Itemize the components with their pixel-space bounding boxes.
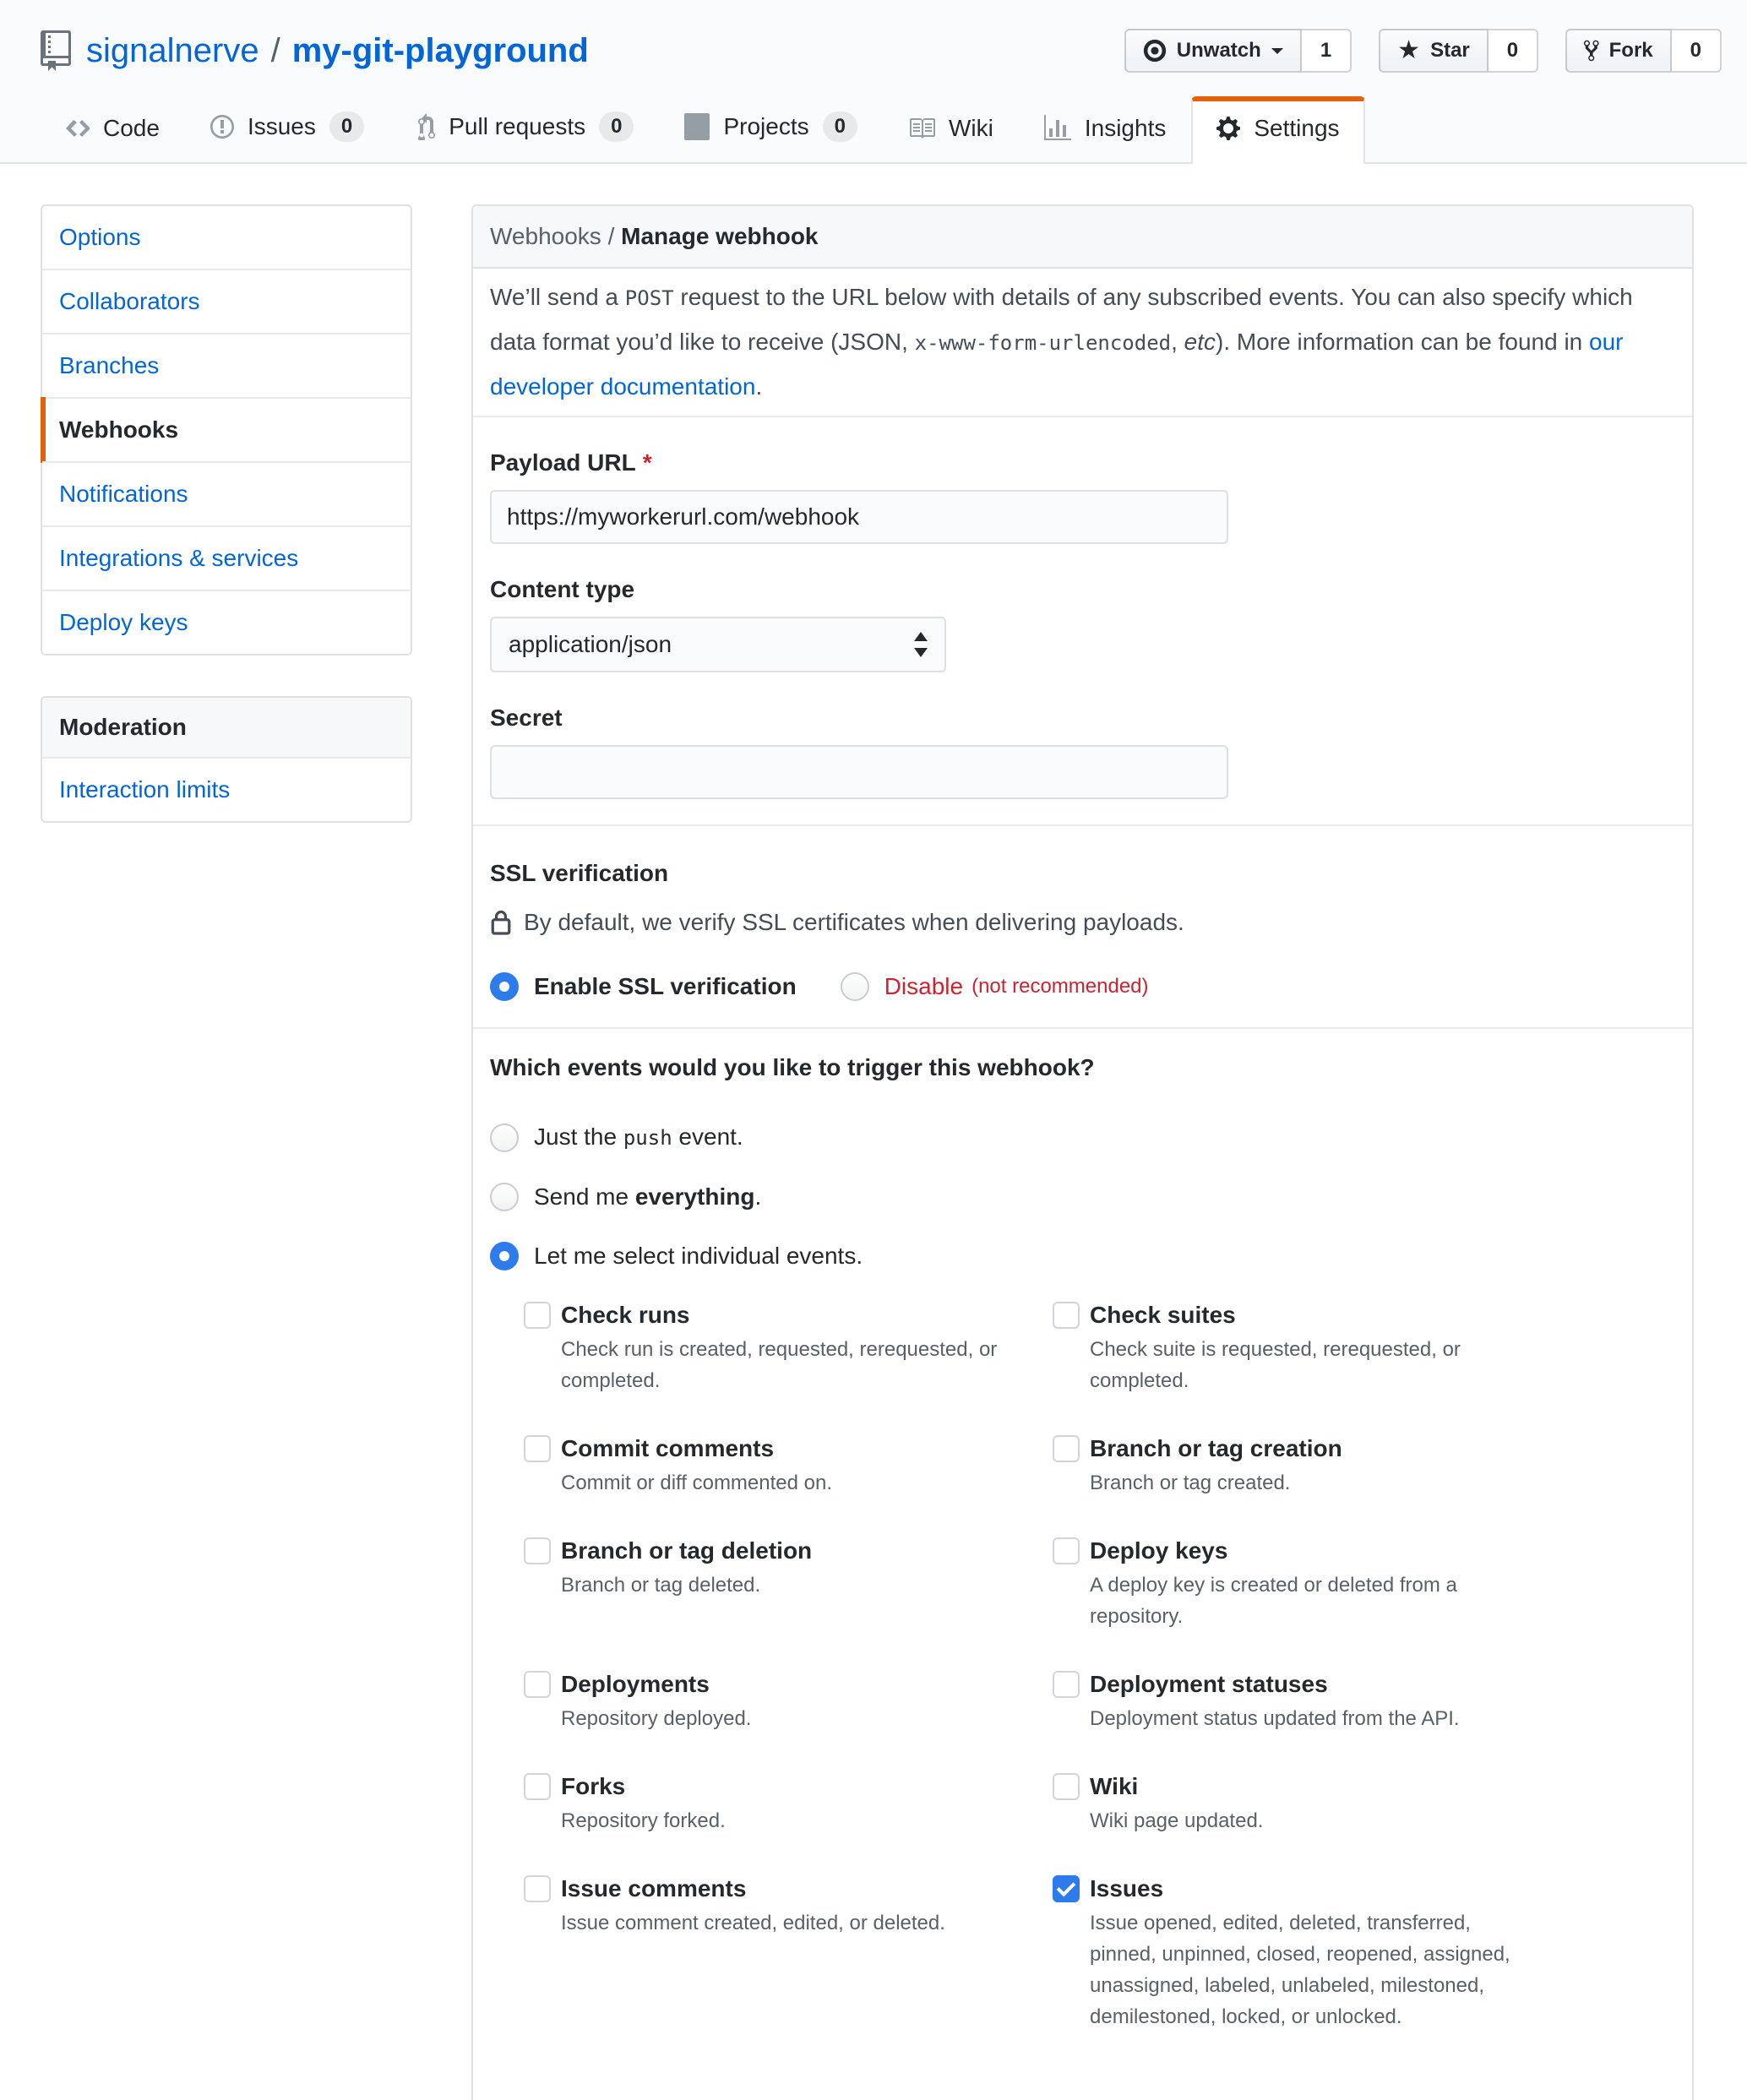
event-option-2[interactable] [490,1178,1675,1216]
caret-down-icon [1271,48,1283,60]
event-checkbox-deployment-statuses[interactable] [1053,1666,1543,1734]
disable-ssl-label: Disable [884,973,964,999]
ssl-note: By default, we verify SSL certificates when delivering payloads. [490,906,1675,939]
payload-url-input[interactable] [490,490,1228,544]
tab-counter[interactable]: 0 [329,112,364,142]
checkbox-unchecked-icon [1053,1773,1080,1800]
repo-actions [1124,29,1722,73]
enable-ssl-label: Enable SSL verification [534,973,797,999]
events-heading: Which events would you like to trigger this webhook? [490,1054,1095,1080]
urlencoded-code: x-www-form-urlencoded [914,331,1172,355]
event-title: Branch or tag creation [1090,1435,1342,1461]
event-description: Commit or diff commented on. [561,1472,833,1494]
sidebar-item-integrations-services[interactable]: Integrations & services [42,525,411,590]
event-option-1[interactable] [490,1118,1675,1156]
event-description: Check suite is requested, rerequested, or completed. [1090,1338,1461,1392]
event-checkbox-forks[interactable] [524,1768,1014,1836]
tab-issues[interactable] [185,91,389,162]
event-title: Commit comments [561,1435,775,1461]
issue-icon [210,113,234,140]
radio-unselected-icon [490,1123,519,1152]
tab-label: Issues [247,113,316,139]
tab-counter[interactable]: 0 [823,112,857,142]
ssl-heading: SSL verification [490,860,669,886]
fork-count[interactable]: 0 [1672,29,1722,73]
intro-text: We’ll send a POST request to the URL below with details of any subscribed events. You can also specify which data format you’d like to receive (JSON, x-www-form-urlencoded, etc). More information can be found in our developer documentation. [490,284,1633,400]
breadcrumb-webhooks-link[interactable]: Webhooks [490,223,601,249]
unwatch-button[interactable] [1124,29,1302,73]
event-checkbox-check-runs[interactable] [524,1297,1014,1396]
event-option-3[interactable] [490,1238,1675,1275]
tab-label: Insights [1084,115,1167,141]
unwatch-label: Unwatch [1176,39,1261,62]
repo-nav [0,91,1747,164]
checkbox-checked-icon [1053,1875,1080,1902]
sidebar-item-branches[interactable]: Branches [42,333,411,397]
event-description: Repository forked. [561,1809,726,1832]
events-section [473,1029,1692,2100]
event-title: Deployment statuses [1090,1671,1328,1697]
event-description: Deployment status updated from the API. [1090,1707,1460,1730]
secret-input[interactable] [490,745,1228,799]
page-title: Manage webhook [621,223,819,249]
moderation-menu [41,696,412,823]
tab-insights[interactable] [1019,95,1192,162]
breadcrumb [473,206,1692,269]
star-label: Star [1430,39,1470,62]
tab-label: Settings [1254,115,1340,141]
manage-webhook-card [471,204,1694,2100]
wiki-icon [908,115,935,142]
star-count[interactable]: 0 [1488,29,1538,73]
fork-icon [1584,39,1599,63]
checkbox-unchecked-icon [1053,1435,1080,1462]
lock-icon [490,909,512,936]
event-title: Check runs [561,1302,690,1328]
event-description: Issue comment created, edited, or deleted. [561,1912,945,1934]
tab-pull-requests[interactable] [389,91,659,162]
sidebar-item-webhooks[interactable]: Webhooks [42,397,411,461]
insights-icon [1044,115,1071,142]
settings-menu [41,204,412,656]
page-header-band [0,0,1747,164]
repo-owner-link[interactable]: signalnerve [86,32,259,69]
moderation-heading: Moderation [42,698,411,759]
checkbox-unchecked-icon [1053,1537,1080,1564]
tab-projects[interactable] [659,91,883,162]
radio-selected-icon [490,1242,519,1270]
content-type-value: application/json [509,631,672,657]
sidebar-item-collaborators[interactable]: Collaborators [42,269,411,333]
repo-name-link[interactable]: my-git-playground [291,32,589,69]
radio-selected-icon [490,972,519,1001]
tab-settings[interactable] [1191,96,1364,164]
checkbox-unchecked-icon [524,1302,551,1329]
event-checkbox-check-suites[interactable] [1053,1297,1543,1396]
intro-section [473,269,1692,417]
content-type-label: Content type [490,576,635,602]
event-title: Issues [1090,1875,1164,1901]
event-description: A deploy key is created or deleted from a repository. [1090,1574,1457,1628]
checkbox-unchecked-icon [524,1773,551,1800]
event-title: Check suites [1090,1302,1236,1328]
sidebar-item-options[interactable]: Options [59,224,141,250]
radio-unselected-icon [841,972,869,1001]
tab-code[interactable] [41,95,185,162]
tab-label: Pull requests [449,113,586,139]
secret-label: Secret [490,705,563,731]
fork-button[interactable] [1565,29,1672,73]
content-type-select[interactable] [490,617,946,672]
event-checkbox-branch-or-tag-deletion[interactable] [524,1532,1014,1601]
repo-title [41,30,589,71]
event-description: Issue opened, edited, deleted, transferred, pinned, unpinned, closed, reopened, assigned, unassigned, labeled, unlabeled, milestoned, demilestoned, locked, or unlocked. [1090,1912,1510,2028]
event-description: Branch or tag created. [1090,1472,1291,1494]
event-option-label: Just the push event. [534,1123,743,1150]
checkbox-unchecked-icon [524,1671,551,1698]
code-icon [66,115,90,142]
sidebar-item-deploy-keys[interactable]: Deploy keys [42,590,411,654]
sidebar-item-notifications[interactable]: Notifications [42,461,411,525]
breadcrumb-separator: / [601,223,622,249]
checkbox-unchecked-icon [524,1435,551,1462]
gear-icon [1216,115,1240,142]
post-code: POST [624,286,674,310]
event-option-label: Let me select individual events. [534,1243,863,1269]
star-icon: ★ [1397,36,1421,64]
checkbox-unchecked-icon [1053,1302,1080,1329]
event-title: Deployments [561,1671,710,1697]
projects-icon [684,113,710,140]
checkbox-unchecked-icon [1053,1671,1080,1698]
event-description: Wiki page updated. [1090,1809,1264,1832]
event-trigger-options [490,1118,1675,1275]
radio-unselected-icon [490,1183,519,1211]
eye-icon [1143,39,1167,63]
select-arrows-icon [912,632,929,657]
fork-label: Fork [1608,39,1653,62]
disable-ssl-note: (not recommended) [971,975,1149,998]
settings-sidebar [41,204,412,823]
star-button[interactable] [1379,29,1488,73]
event-description: Check run is created, requested, rerequested, or completed. [561,1338,998,1392]
event-description: Branch or tag deleted. [561,1574,761,1597]
event-description: Repository deployed. [561,1707,752,1730]
tab-label: Projects [723,113,809,139]
event-title: Wiki [1090,1773,1139,1799]
event-checkbox-grid [524,1297,1675,2032]
tab-counter[interactable]: 0 [599,112,634,142]
checkbox-unchecked-icon [524,1537,551,1564]
tab-wiki[interactable] [883,95,1019,162]
watch-count[interactable]: 1 [1302,29,1352,73]
ssl-section [473,826,1692,1029]
event-checkbox-branch-or-tag-creation[interactable] [1053,1430,1543,1499]
event-checkbox-wiki[interactable] [1053,1768,1543,1836]
enable-ssl-radio[interactable] [490,968,797,1005]
required-asterisk: * [642,449,652,476]
event-title: Branch or tag deletion [561,1537,813,1564]
event-option-label: Send me everything. [534,1183,762,1210]
event-checkbox-deployments[interactable] [524,1666,1014,1734]
event-checkbox-deploy-keys[interactable] [1053,1532,1543,1632]
event-checkbox-issue-comments[interactable] [524,1870,1014,1939]
event-checkbox-commit-comments[interactable] [524,1430,1014,1499]
tab-label: Wiki [948,115,993,141]
repo-separator: / [270,32,280,69]
payload-url-label: Payload URL * [490,449,652,476]
event-checkbox-issues[interactable] [1053,1870,1543,2032]
sidebar-item-interaction-limits[interactable]: Interaction limits [59,776,231,802]
event-title: Issue comments [561,1875,747,1901]
pull-request-icon [415,113,435,140]
checkbox-unchecked-icon [524,1875,551,1902]
event-title: Deploy keys [1090,1537,1228,1564]
developer-documentation-link[interactable]: our developer documentation [490,329,1624,400]
disable-ssl-radio[interactable] [841,968,1149,1005]
repo-icon [41,30,71,71]
tab-label: Code [103,115,160,141]
webhook-form-section [473,417,1692,826]
event-title: Forks [561,1773,626,1799]
